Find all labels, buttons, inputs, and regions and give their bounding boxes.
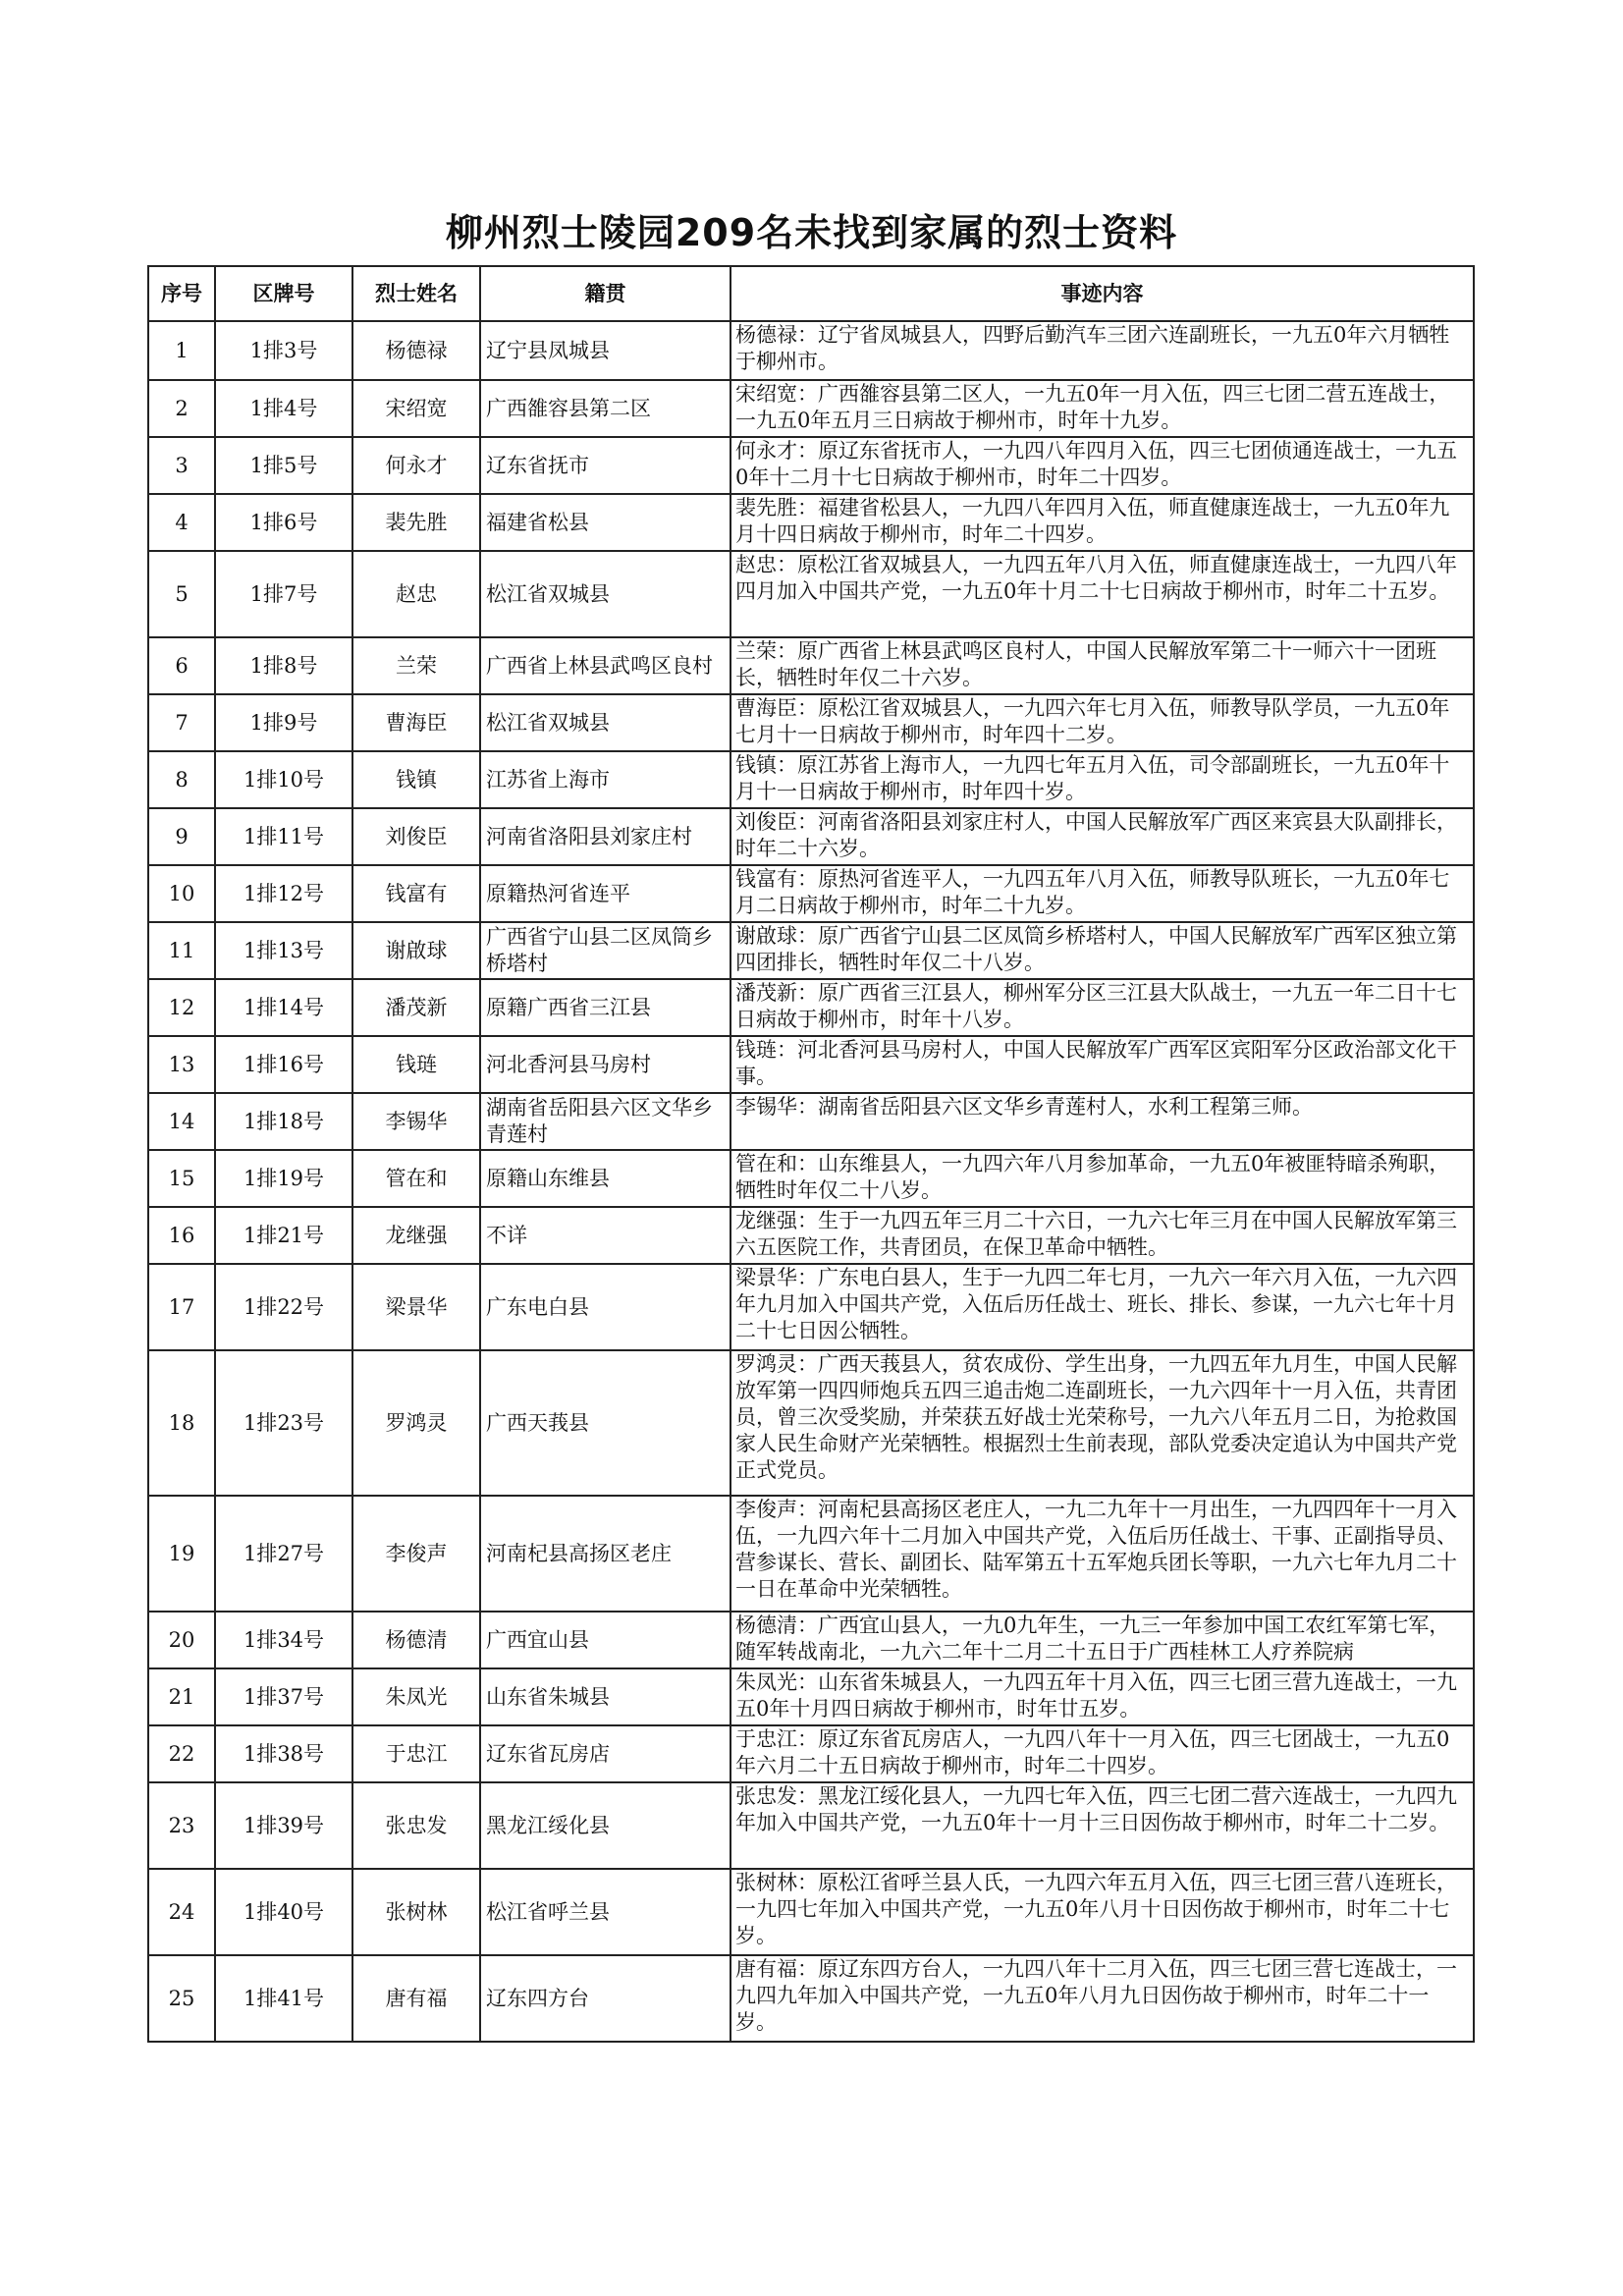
- table-row: [148, 865, 1474, 922]
- row-number: 11: [148, 922, 215, 979]
- header-plot: 区牌号: [215, 266, 352, 321]
- table-row: [148, 1668, 1474, 1725]
- row-name: 钱琏: [352, 1036, 480, 1093]
- row-number: 12: [148, 979, 215, 1036]
- table-row: [148, 694, 1474, 751]
- row-origin: 不详: [480, 1207, 730, 1264]
- row-origin: 松江省呼兰县: [480, 1869, 730, 1955]
- table-row: [148, 637, 1474, 694]
- row-deeds: 潘茂新：原广西省三江县人，柳州军分区三江县大队战士，一九五一年二日十七日病故于柳州市，时年十八岁。: [730, 979, 1474, 1036]
- row-deeds: 宋绍宽：广西雒容县第二区人，一九五0年一月入伍，四三七团二营五连战士，一九五0年五月三日病故于柳州市，时年十九岁。: [730, 380, 1474, 437]
- row-origin: 广西宜山县: [480, 1612, 730, 1668]
- row-deeds: 李俊声：河南杞县高扬区老庄人，一九二九年十一月出生，一九四四年十一月入伍，一九四六年十二月加入中国共产党，入伍后历任战士、干事、正副指导员、营参谋长、营长、副团长、陆军第五十五军炮兵团长等职，一九六七年九月二十一日在革命中光荣牺牲。: [730, 1496, 1474, 1612]
- row-deeds: 杨德清：广西宜山县人，一九0九年生，一九三一年参加中国工农红军第七军，随军转战南北，一九六二年十二月二十五日于广西桂林工人疗养院病: [730, 1612, 1474, 1668]
- row-name: 宋绍宽: [352, 380, 480, 437]
- table-row: [148, 1036, 1474, 1093]
- row-number: 16: [148, 1207, 215, 1264]
- row-plot: 1排11号: [215, 808, 352, 865]
- row-deeds: 谢啟球：原广西省宁山县二区凤筒乡桥塔村人，中国人民解放军广西军区独立第四团排长，牺牲时年仅二十八岁。: [730, 922, 1474, 979]
- row-deeds: 曹海臣：原松江省双城县人，一九四六年七月入伍，师教导队学员，一九五0年七月十一日病故于柳州市，时年四十二岁。: [730, 694, 1474, 751]
- row-origin: 广东电白县: [480, 1264, 730, 1350]
- row-origin: 原籍热河省连平: [480, 865, 730, 922]
- row-name: 李锡华: [352, 1093, 480, 1150]
- table-row: [148, 1207, 1474, 1264]
- row-plot: 1排41号: [215, 1955, 352, 2042]
- row-name: 赵忠: [352, 551, 480, 637]
- row-deeds: 李锡华：湖南省岳阳县六区文华乡青莲村人，水利工程第三师。: [730, 1093, 1474, 1150]
- row-number: 22: [148, 1725, 215, 1782]
- row-name: 唐有福: [352, 1955, 480, 2042]
- row-deeds: 于忠江：原辽东省瓦房店人，一九四八年十一月入伍，四三七团战士，一九五0年六月二十五日病故于柳州市，时年二十四岁。: [730, 1725, 1474, 1782]
- row-name: 谢啟球: [352, 922, 480, 979]
- header-name: 烈士姓名: [352, 266, 480, 321]
- table-row: [148, 751, 1474, 808]
- table-row: [148, 1869, 1474, 1955]
- table-row: [148, 1612, 1474, 1668]
- row-deeds: 兰荣：原广西省上林县武鸣区良村人，中国人民解放军第二十一师六十一团班长，牺牲时年仅二十六岁。: [730, 637, 1474, 694]
- martyrs-table: [147, 265, 1475, 2043]
- row-deeds: 裴先胜：福建省松县人，一九四八年四月入伍，师直健康连战士，一九五0年九月十四日病故于柳州市，时年二十四岁。: [730, 494, 1474, 551]
- table-row: [148, 494, 1474, 551]
- row-number: 13: [148, 1036, 215, 1093]
- row-name: 潘茂新: [352, 979, 480, 1036]
- page-title: 柳州烈士陵园209名未找到家属的烈士资料: [445, 211, 1178, 254]
- row-deeds: 何永才：原辽东省抚市人，一九四八年四月入伍，四三七团侦通连战士，一九五0年十二月十七日病故于柳州市，时年二十四岁。: [730, 437, 1474, 494]
- table-row: [148, 380, 1474, 437]
- row-deeds: 杨德禄：辽宁省凤城县人，四野后勤汽车三团六连副班长，一九五0年六月牺牲于柳州市。: [730, 321, 1474, 380]
- row-origin: 辽东省瓦房店: [480, 1725, 730, 1782]
- row-origin: 黑龙江绥化县: [480, 1782, 730, 1869]
- row-number: 24: [148, 1869, 215, 1955]
- row-deeds: 罗鸿灵：广西天莪县人，贫农成份、学生出身，一九四五年九月生，中国人民解放军第一四四师炮兵五四三追击炮二连副班长，一九六四年十一月入伍，共青团员，曾三次受奖励，并荣获五好战士光荣称号，一九六八年五月二日，为抢救国家人民生命财产光荣牺牲。根据烈士生前表现，部队党委决定追认为中国共产党正式党员。: [730, 1350, 1474, 1496]
- row-plot: 1排5号: [215, 437, 352, 494]
- row-plot: 1排19号: [215, 1150, 352, 1207]
- header-no: 序号: [148, 266, 215, 321]
- row-origin: 福建省松县: [480, 494, 730, 551]
- row-plot: 1排12号: [215, 865, 352, 922]
- row-number: 9: [148, 808, 215, 865]
- row-name: 杨德禄: [352, 321, 480, 380]
- header-origin: 籍贯: [480, 266, 730, 321]
- row-plot: 1排22号: [215, 1264, 352, 1350]
- row-origin: 原籍山东维县: [480, 1150, 730, 1207]
- row-number: 20: [148, 1612, 215, 1668]
- row-plot: 1排23号: [215, 1350, 352, 1496]
- row-deeds: 张树林：原松江省呼兰县人氏，一九四六年五月入伍，四三七团三营八连班长，一九四七年加入中国共产党，一九五0年八月十日因伤故于柳州市，时年二十七岁。: [730, 1869, 1474, 1955]
- table-row: [148, 1350, 1474, 1496]
- row-number: 10: [148, 865, 215, 922]
- table-row: [148, 922, 1474, 979]
- row-origin: 湖南省岳阳县六区文华乡青莲村: [480, 1093, 730, 1150]
- row-plot: 1排40号: [215, 1869, 352, 1955]
- row-number: 8: [148, 751, 215, 808]
- row-origin: 山东省朱城县: [480, 1668, 730, 1725]
- row-deeds: 梁景华：广东电白县人，生于一九四二年七月，一九六一年六月入伍，一九六四年九月加入中国共产党，入伍后历任战士、班长、排长、参谋，一九六七年十月二十七日因公牺牲。: [730, 1264, 1474, 1350]
- row-plot: 1排38号: [215, 1725, 352, 1782]
- row-name: 龙继强: [352, 1207, 480, 1264]
- table-row: [148, 551, 1474, 637]
- row-plot: 1排18号: [215, 1093, 352, 1150]
- row-name: 钱富有: [352, 865, 480, 922]
- table-row: [148, 437, 1474, 494]
- row-deeds: 管在和：山东维县人，一九四六年八月参加革命，一九五0年被匪特暗杀殉职，牺牲时年仅二十八岁。: [730, 1150, 1474, 1207]
- row-name: 杨德清: [352, 1612, 480, 1668]
- row-name: 管在和: [352, 1150, 480, 1207]
- row-name: 李俊声: [352, 1496, 480, 1612]
- table-row: [148, 1264, 1474, 1350]
- row-number: 4: [148, 494, 215, 551]
- row-origin: 江苏省上海市: [480, 751, 730, 808]
- row-name: 于忠江: [352, 1725, 480, 1782]
- row-origin: 河南杞县高扬区老庄: [480, 1496, 730, 1612]
- row-plot: 1排39号: [215, 1782, 352, 1869]
- row-number: 19: [148, 1496, 215, 1612]
- row-deeds: 唐有福：原辽东四方台人，一九四八年十二月入伍，四三七团三营七连战士，一九四九年加入中国共产党，一九五0年八月九日因伤故于柳州市，时年二十一岁。: [730, 1955, 1474, 2042]
- table-row: [148, 1496, 1474, 1612]
- row-number: 5: [148, 551, 215, 637]
- row-number: 25: [148, 1955, 215, 2042]
- row-number: 3: [148, 437, 215, 494]
- row-number: 6: [148, 637, 215, 694]
- row-origin: 松江省双城县: [480, 694, 730, 751]
- table-header-row: [148, 266, 1474, 321]
- row-origin: 广西雒容县第二区: [480, 380, 730, 437]
- row-plot: 1排7号: [215, 551, 352, 637]
- row-name: 何永才: [352, 437, 480, 494]
- row-deeds: 钱富有：原热河省连平人，一九四五年八月入伍，师教导队班长，一九五0年七月二日病故于柳州市，时年二十九岁。: [730, 865, 1474, 922]
- row-plot: 1排16号: [215, 1036, 352, 1093]
- row-number: 18: [148, 1350, 215, 1496]
- row-origin: 广西省上林县武鸣区良村: [480, 637, 730, 694]
- row-plot: 1排27号: [215, 1496, 352, 1612]
- table-row: [148, 321, 1474, 380]
- row-name: 朱凤光: [352, 1668, 480, 1725]
- row-name: 罗鸿灵: [352, 1350, 480, 1496]
- row-number: 23: [148, 1782, 215, 1869]
- row-name: 刘俊臣: [352, 808, 480, 865]
- table-row: [148, 1955, 1474, 2042]
- row-number: 2: [148, 380, 215, 437]
- row-plot: 1排37号: [215, 1668, 352, 1725]
- row-plot: 1排14号: [215, 979, 352, 1036]
- row-origin: 河北香河县马房村: [480, 1036, 730, 1093]
- row-name: 裴先胜: [352, 494, 480, 551]
- row-deeds: 龙继强：生于一九四五年三月二十六日，一九六七年三月在中国人民解放军第三六五医院工作，共青团员，在保卫革命中牺牲。: [730, 1207, 1474, 1264]
- row-plot: 1排4号: [215, 380, 352, 437]
- row-origin: 松江省双城县: [480, 551, 730, 637]
- row-deeds: 赵忠：原松江省双城县人，一九四五年八月入伍，师直健康连战士，一九四八年四月加入中国共产党，一九五0年十月二十七日病故于柳州市，时年二十五岁。: [730, 551, 1474, 637]
- row-name: 兰荣: [352, 637, 480, 694]
- row-number: 21: [148, 1668, 215, 1725]
- row-name: 张树林: [352, 1869, 480, 1955]
- row-origin: 广西省宁山县二区凤筒乡桥塔村: [480, 922, 730, 979]
- row-number: 17: [148, 1264, 215, 1350]
- row-origin: 辽宁县凤城县: [480, 321, 730, 380]
- table-row: [148, 808, 1474, 865]
- row-number: 1: [148, 321, 215, 380]
- row-deeds: 刘俊臣：河南省洛阳县刘家庄村人，中国人民解放军广西区来宾县大队副排长，时年二十六岁。: [730, 808, 1474, 865]
- row-plot: 1排10号: [215, 751, 352, 808]
- row-name: 张忠发: [352, 1782, 480, 1869]
- row-name: 梁景华: [352, 1264, 480, 1350]
- table-row: [148, 1093, 1474, 1150]
- row-deeds: 张忠发：黑龙江绥化县人，一九四七年入伍，四三七团二营六连战士，一九四九年加入中国共产党，一九五0年十一月十三日因伤故于柳州市，时年二十二岁。: [730, 1782, 1474, 1869]
- row-name: 钱镇: [352, 751, 480, 808]
- header-deeds: 事迹内容: [730, 266, 1474, 321]
- row-deeds: 钱琏：河北香河县马房村人，中国人民解放军广西军区宾阳军分区政治部文化干事。: [730, 1036, 1474, 1093]
- row-origin: 广西天莪县: [480, 1350, 730, 1496]
- row-plot: 1排6号: [215, 494, 352, 551]
- row-origin: 河南省洛阳县刘家庄村: [480, 808, 730, 865]
- row-name: 曹海臣: [352, 694, 480, 751]
- row-plot: 1排34号: [215, 1612, 352, 1668]
- table-row: [148, 1150, 1474, 1207]
- table-row: [148, 1725, 1474, 1782]
- row-plot: 1排21号: [215, 1207, 352, 1264]
- row-number: 7: [148, 694, 215, 751]
- row-plot: 1排9号: [215, 694, 352, 751]
- row-number: 15: [148, 1150, 215, 1207]
- row-plot: 1排3号: [215, 321, 352, 380]
- row-deeds: 朱凤光：山东省朱城县人，一九四五年十月入伍，四三七团三营九连战士，一九五0年十月四日病故于柳州市，时年廿五岁。: [730, 1668, 1474, 1725]
- row-deeds: 钱镇：原江苏省上海市人，一九四七年五月入伍，司令部副班长，一九五0年十月十一日病故于柳州市，时年四十岁。: [730, 751, 1474, 808]
- row-plot: 1排8号: [215, 637, 352, 694]
- row-origin: 原籍广西省三江县: [480, 979, 730, 1036]
- table-row: [148, 979, 1474, 1036]
- row-number: 14: [148, 1093, 215, 1150]
- table-row: [148, 1782, 1474, 1869]
- row-origin: 辽东省抚市: [480, 437, 730, 494]
- row-plot: 1排13号: [215, 922, 352, 979]
- row-origin: 辽东四方台: [480, 1955, 730, 2042]
